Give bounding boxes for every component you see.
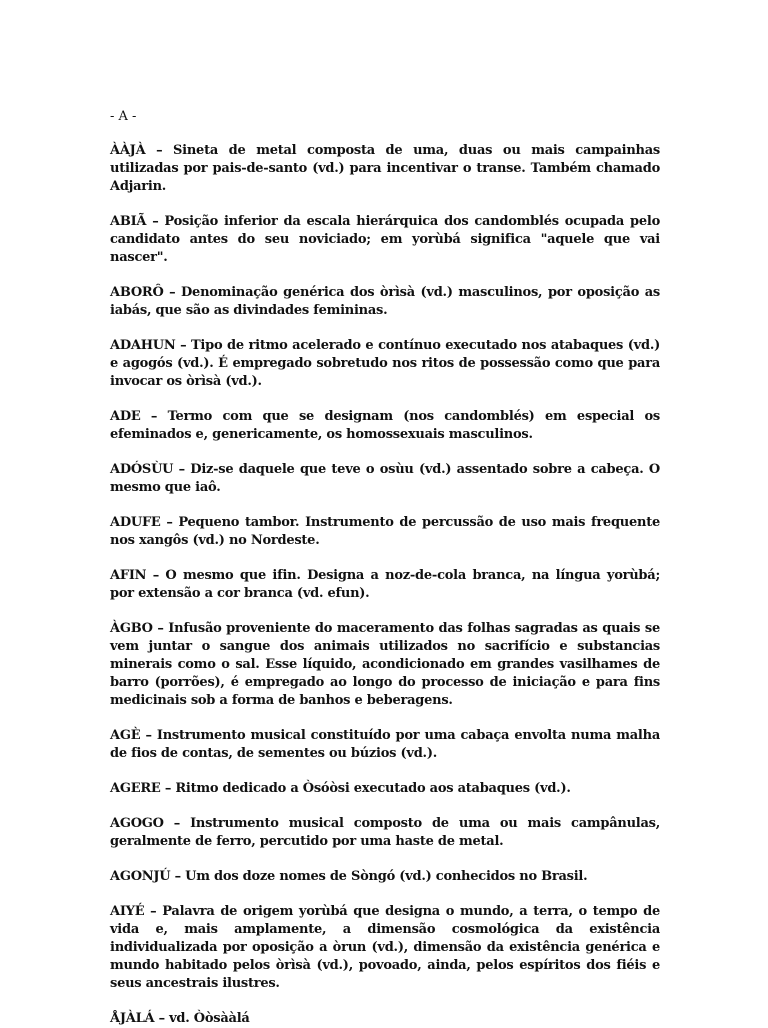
glossary-entry-adosuu: ADÓSÙU – Diz-se daquele que teve o osùu (vd.) assentado sobre a cabeça. O mesmo que iaô. <box>110 462 660 495</box>
section-heading: - A - <box>110 109 137 124</box>
glossary-entry-agogo: AGOGO – Instrumento musical composto de uma ou mais campânulas, geralmente de ferro, percutido por uma haste de metal. <box>110 816 660 849</box>
glossary-entry-agonju: AGONJÚ – Um dos doze nomes de Sòngó (vd.) conhecidos no Brasil. <box>110 869 588 884</box>
glossary-entry-adahun: ADAHUN – Tipo de ritmo acelerado e contínuo executado nos atabaques (vd.) e agogós (vd.). É empregado sobretudo nos ritos de possessão como que para invocar os òrìsà (vd.). <box>110 338 660 389</box>
glossary-entry-agbo: ÀGBO – Infusão proveniente do maceramento das folhas sagradas as quais se vem juntar o sangue dos animais utilizados no sacrifício e substancias minerais como o sal. Esse líquido, acondicionado em grandes vasilhames de barro (porrões), é empregado ao longo do processo de iniciação e para fins medicinais sob a forma de banhos e beberagens. <box>110 621 660 708</box>
glossary-entry-aiye: AIYÉ – Palavra de origem yorùbá que designa o mundo, a terra, o tempo de vida e, mais amplamente, a dimensão cosmológica da existência individualizada por oposição a òrun (vd.), dimensão da existência genérica e mundo habitado pelos òrìsà (vd.), povoado, ainda, pelos espíritos dos fiéis e seus ancestrais ilustres. <box>110 904 660 991</box>
glossary-entry-aaja: ÀÀJÀ – Sineta de metal composta de uma, duas ou mais campainhas utilizadas por pais-de-santo (vd.) para incentivar o transe. Também chamado Adjarin. <box>110 143 660 194</box>
glossary-entry-age: AGÈ – Instrumento musical constituído por uma cabaça envolta numa malha de fios de contas, de sementes ou búzios (vd.). <box>110 728 660 761</box>
glossary-entry-abia: ABIÃ – Posição inferior da escala hierárquica dos candomblés ocupada pelo candidato antes do seu noviciado; em yorùbá significa "aquele que vai nascer". <box>110 214 660 265</box>
glossary-entry-afin: AFIN – O mesmo que ifin. Designa a noz-de-cola branca, na língua yorùbá; por extensão a cor branca (vd. efun). <box>110 568 660 601</box>
document-page <box>110 108 660 1028</box>
glossary-entry-ade: ADE – Termo com que se designam (nos candomblés) em especial os efeminados e, genericamente, os homossexuais masculinos. <box>110 409 660 442</box>
glossary-entry-adufe: ADUFE – Pequeno tambor. Instrumento de percussão de uso mais frequente nos xangôs (vd.) no Nordeste. <box>110 515 660 548</box>
glossary-entry-agere: AGERE – Ritmo dedicado a Òsóòsi executado aos atabaques (vd.). <box>110 781 571 796</box>
glossary-entry-ajala: ÅJÀLÁ – vd. Òòsààlá <box>110 1011 250 1026</box>
glossary-entry-aboro: ABORÔ – Denominação genérica dos òrìsà (vd.) masculinos, por oposição as iabás, que são as divindades femininas. <box>110 285 660 318</box>
